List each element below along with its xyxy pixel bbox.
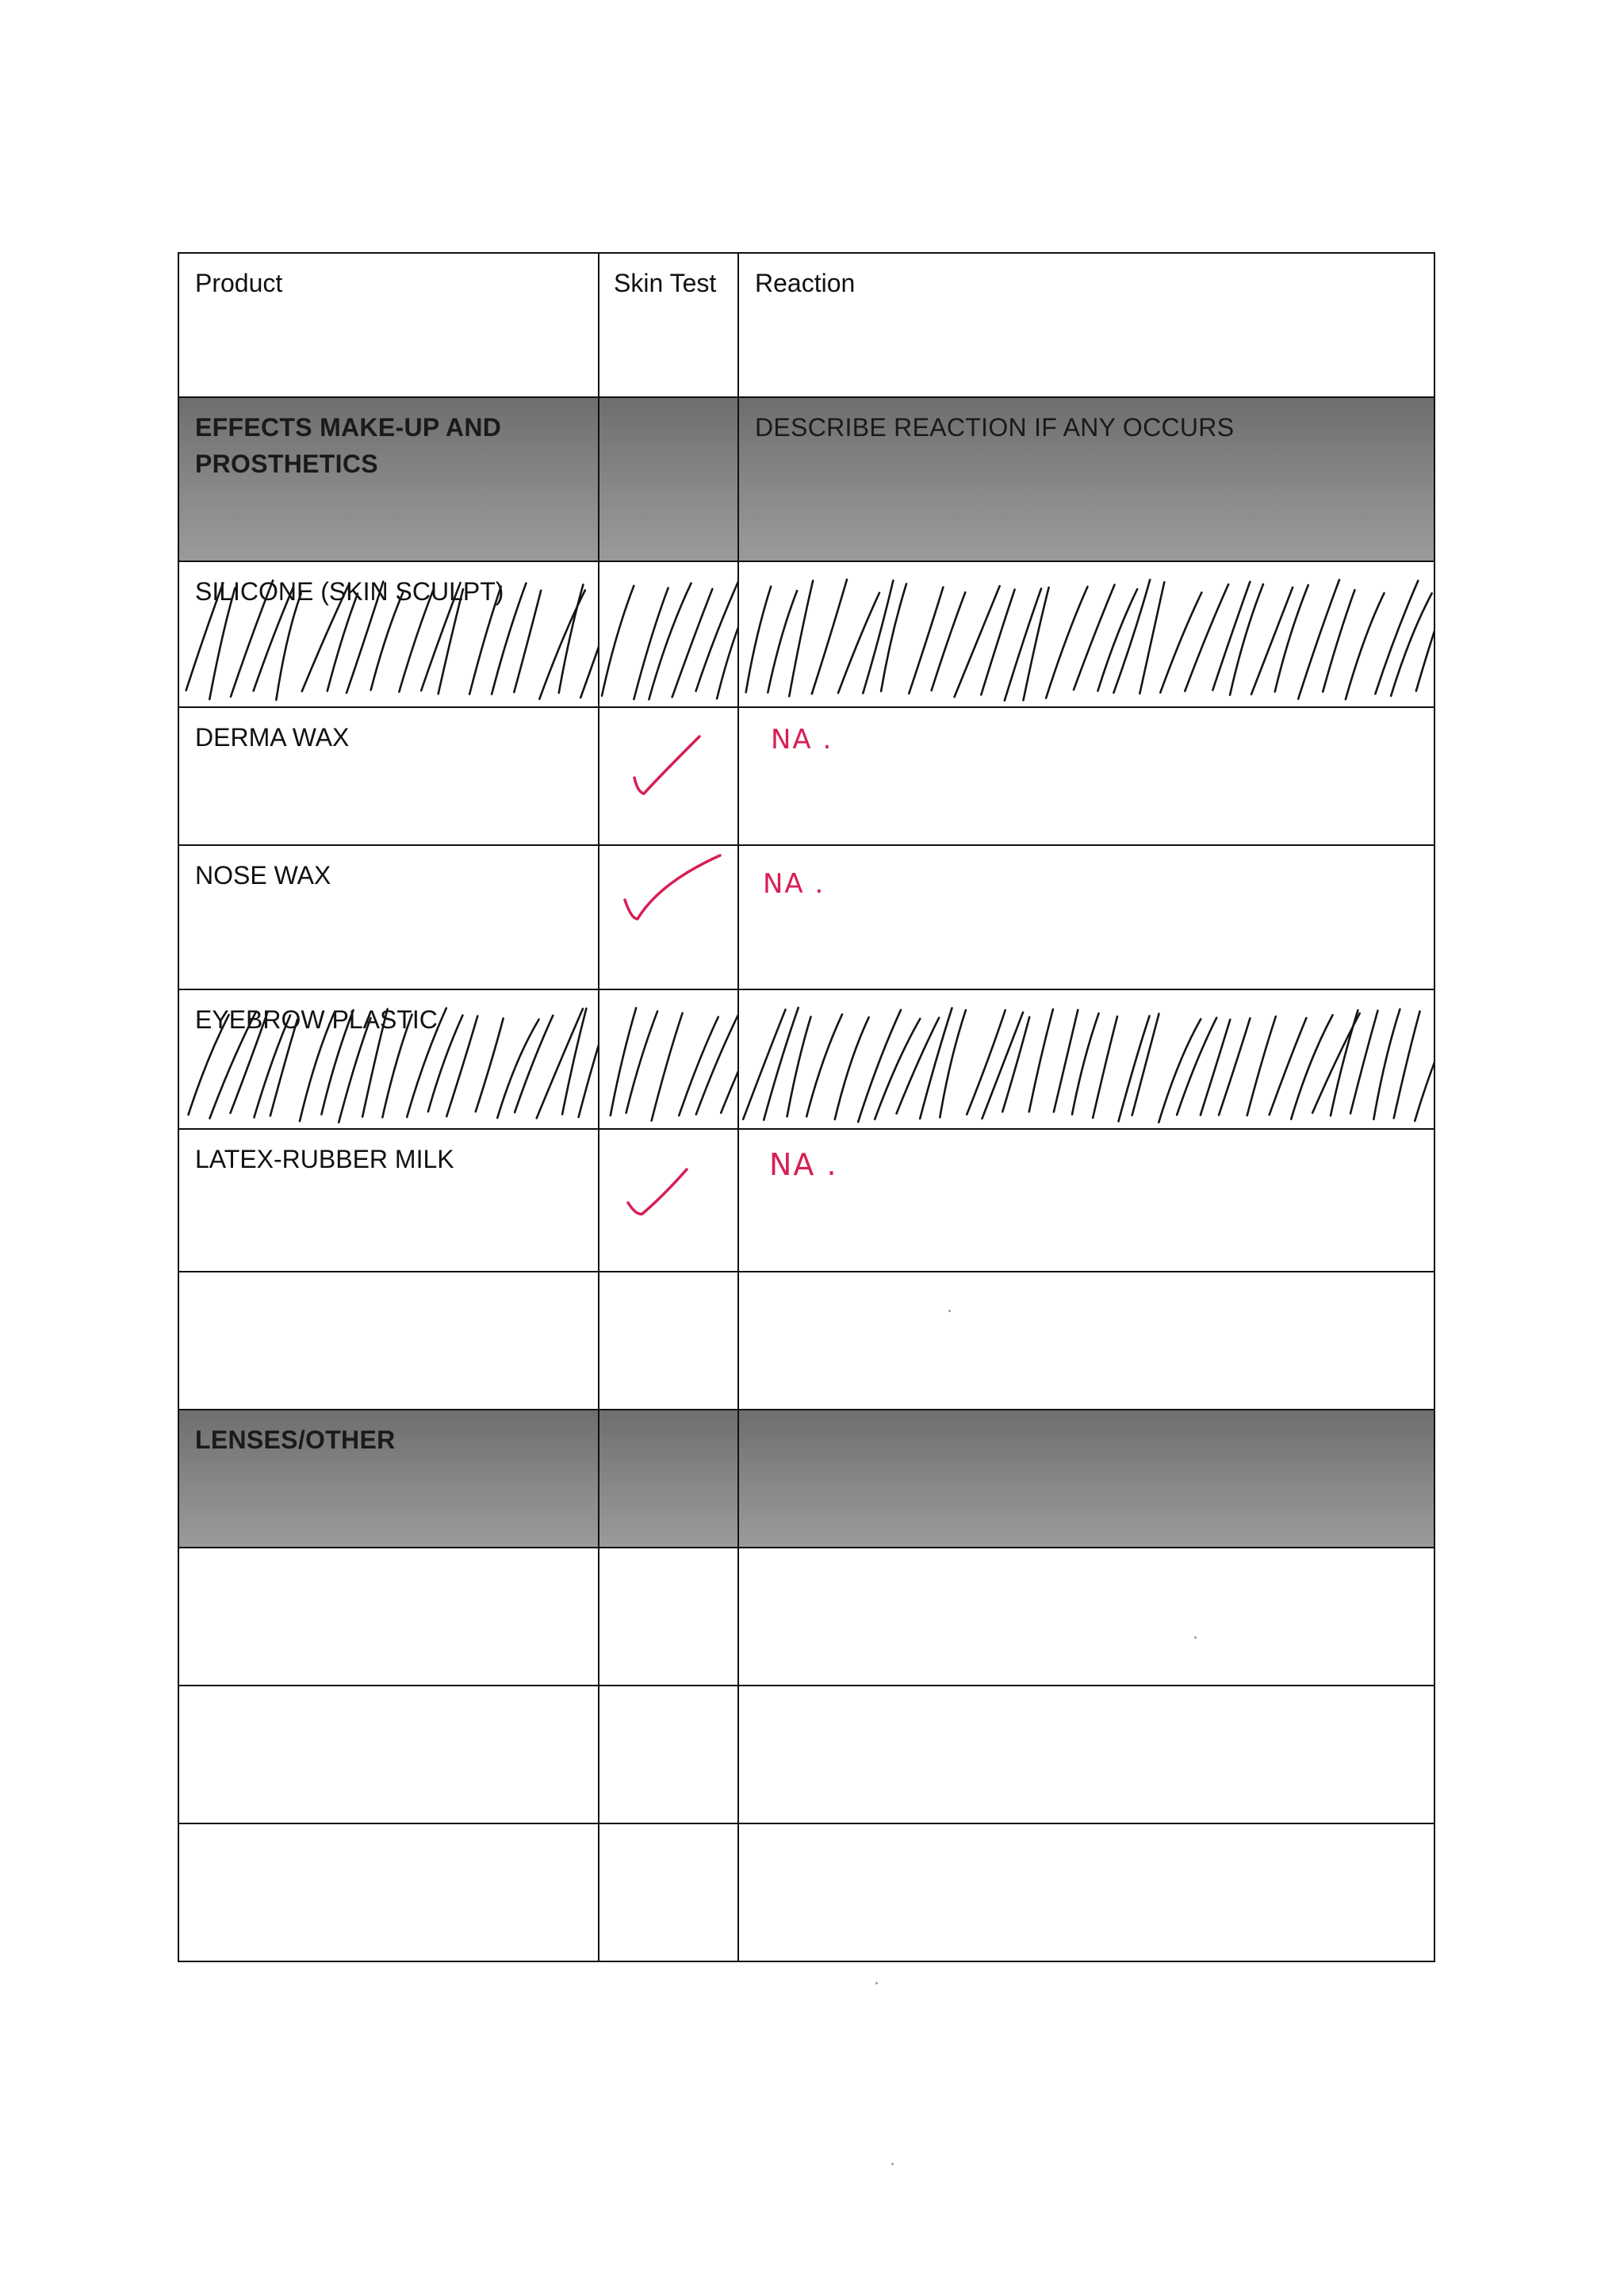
product-cell[interactable] [178, 1823, 599, 1961]
reaction-cell[interactable] [738, 1272, 1434, 1410]
skin-test-header-label: Skin Test [614, 269, 717, 297]
hatch-stroke [1219, 1018, 1250, 1115]
hatch-stroke [1251, 587, 1293, 695]
product-cell[interactable] [178, 1548, 599, 1686]
strikeout-hatch [599, 562, 737, 706]
checkmark-icon [623, 1165, 695, 1220]
hatch-stroke [881, 584, 906, 691]
reaction-note: NA . [769, 1147, 838, 1182]
hatch-stroke [679, 1017, 718, 1115]
reaction-cell[interactable] [738, 1823, 1434, 1961]
hatch-stroke [347, 582, 383, 693]
product-name: NOSE WAX [195, 861, 331, 890]
hatch-stroke [764, 1008, 799, 1120]
hatch-stroke [1160, 592, 1201, 692]
reaction-header [738, 253, 1434, 397]
hatch-stroke [209, 588, 235, 699]
section-row-lenses [178, 1410, 1434, 1548]
product-header [178, 253, 599, 397]
skin-test-cell[interactable] [599, 707, 738, 845]
hatch-stroke [231, 580, 273, 696]
hatch-stroke [1415, 1020, 1434, 1120]
section-title-line1: EFFECTS MAKE-UP AND [195, 413, 502, 442]
hatch-stroke [186, 583, 224, 691]
table-row [178, 1272, 1434, 1410]
hatch-stroke [897, 1018, 940, 1114]
hatch-stroke [580, 584, 598, 698]
table-row [178, 989, 1434, 1129]
skin-test-cell[interactable] [599, 1823, 738, 1961]
scan-speck [948, 1310, 951, 1312]
hatch-stroke [940, 1010, 966, 1117]
scan-speck [875, 1982, 878, 1984]
reaction-cell[interactable] [738, 707, 1434, 845]
hatch-stroke [652, 1013, 683, 1121]
table-row [178, 1686, 1434, 1823]
product-cell[interactable] [178, 1272, 599, 1410]
product-cell [178, 561, 599, 707]
hatch-stroke [439, 589, 463, 694]
reaction-cell[interactable] [738, 1548, 1434, 1686]
hatch-stroke [1201, 1020, 1230, 1115]
hatch-stroke [1046, 587, 1087, 698]
skin-test-cell [599, 561, 738, 707]
strikeout-hatch [739, 562, 1434, 706]
product-cell [178, 989, 599, 1129]
skin-test-header [599, 253, 738, 397]
hatch-stroke [1373, 1009, 1400, 1119]
section-reaction-hint-cell [738, 397, 1434, 561]
hatch-stroke [1291, 1015, 1332, 1119]
hatch-stroke [421, 583, 460, 691]
reaction-cell [738, 561, 1434, 707]
table-header-row [178, 253, 1434, 397]
strikeout-hatch [599, 990, 737, 1128]
hatch-stroke [746, 587, 772, 692]
hatch-stroke [909, 587, 943, 694]
hatch-stroke [806, 1014, 842, 1116]
hatch-stroke [1350, 1011, 1377, 1114]
table-row [178, 561, 1434, 707]
section-skin-test-lenses [599, 1410, 738, 1548]
skin-test-cell[interactable] [599, 1686, 738, 1823]
hatch-stroke [611, 1008, 636, 1115]
hatch-stroke [602, 586, 634, 696]
product-name: SILICONE (SKIN SCULPT) [195, 577, 504, 606]
hatch-stroke [1275, 585, 1308, 691]
scan-speck [1194, 1636, 1197, 1639]
hatch-stroke [1072, 1013, 1099, 1114]
hatch-stroke [1391, 593, 1432, 695]
table-row [178, 707, 1434, 845]
hatch-stroke [339, 1018, 370, 1123]
section-row-effects [178, 397, 1434, 561]
skin-test-table [178, 252, 1435, 1962]
hatch-stroke [789, 580, 813, 696]
hatch-stroke [1029, 1009, 1053, 1112]
reaction-header-label: Reaction [755, 269, 856, 297]
hatch-stroke [672, 589, 713, 698]
reaction-cell [738, 989, 1434, 1129]
hatch-stroke [1270, 1018, 1307, 1115]
product-cell [178, 845, 599, 989]
hatch-stroke [721, 1014, 737, 1113]
hatch-stroke [1185, 584, 1228, 691]
hatch-stroke [362, 1009, 387, 1117]
section-reaction-hint: DESCRIBE REACTION IF ANY OCCURS [755, 413, 1235, 442]
hatch-stroke [476, 1018, 504, 1112]
product-cell [178, 1129, 599, 1272]
hatch-stroke [321, 1010, 353, 1114]
hatch-stroke [276, 593, 301, 699]
hatch-stroke [696, 580, 737, 691]
product-name: LATEX-RUBBER MILK [195, 1145, 454, 1173]
hatch-stroke [649, 584, 691, 700]
checkmark-icon [620, 851, 723, 930]
skin-test-cell[interactable] [599, 1129, 738, 1272]
section-title-lenses: LENSES/OTHER [195, 1425, 396, 1454]
hatch-stroke [696, 1016, 737, 1115]
hatch-stroke [1323, 590, 1354, 691]
hatch-stroke [1074, 585, 1114, 690]
hatch-stroke [1093, 1016, 1117, 1118]
hatch-stroke [838, 593, 879, 693]
reaction-cell[interactable] [738, 845, 1434, 989]
hatch-stroke [189, 1015, 229, 1115]
hatch-stroke [1247, 1016, 1276, 1115]
strikeout-hatch [179, 990, 598, 1128]
product-header-label: Product [195, 269, 283, 297]
reaction-cell[interactable] [738, 1686, 1434, 1823]
reaction-note: NA . [771, 724, 833, 756]
section-title-lenses-cell [178, 1410, 599, 1548]
table-row [178, 1823, 1434, 1961]
hatch-stroke [537, 1008, 583, 1118]
section-title-effects [178, 397, 599, 561]
reaction-cell[interactable] [738, 1129, 1434, 1272]
hatch-stroke [270, 1020, 297, 1115]
hatch-stroke [634, 588, 668, 699]
skin-test-cell[interactable] [599, 845, 738, 989]
hatch-stroke [382, 1015, 412, 1118]
skin-test-cell[interactable] [599, 1272, 738, 1410]
table-row [178, 1548, 1434, 1686]
hatch-stroke [875, 1019, 920, 1119]
hatch-stroke [812, 580, 847, 694]
scan-speck [891, 2163, 894, 2165]
section-reaction-lenses [738, 1410, 1434, 1548]
hatch-stroke [1177, 1018, 1216, 1115]
hatch-stroke [446, 1016, 477, 1117]
skin-test-cell [599, 989, 738, 1129]
skin-test-cell[interactable] [599, 1548, 738, 1686]
hatch-stroke [300, 1013, 334, 1122]
product-cell[interactable] [178, 1686, 599, 1823]
section-skin-test-effects [599, 397, 738, 561]
hatch-stroke [967, 1010, 1005, 1114]
hatch-stroke [981, 590, 1014, 695]
hatch-stroke [1394, 1012, 1420, 1119]
hatch-stroke [428, 1016, 463, 1112]
product-cell [178, 707, 599, 845]
hatch-stroke [399, 588, 434, 692]
product-name: DERMA WAX [195, 723, 350, 752]
section-title-line2: PROSTHETICS [195, 450, 378, 478]
reaction-note: NA . [763, 868, 825, 900]
strikeout-hatch [179, 562, 598, 706]
table-row [178, 845, 1434, 989]
checkmark-icon [628, 729, 707, 800]
hatch-stroke [1054, 1010, 1078, 1112]
product-name: EYEBROW PLASTIC [195, 1005, 438, 1034]
hatch-stroke [407, 1008, 446, 1117]
table-row [178, 1129, 1434, 1272]
strikeout-hatch [739, 990, 1434, 1128]
